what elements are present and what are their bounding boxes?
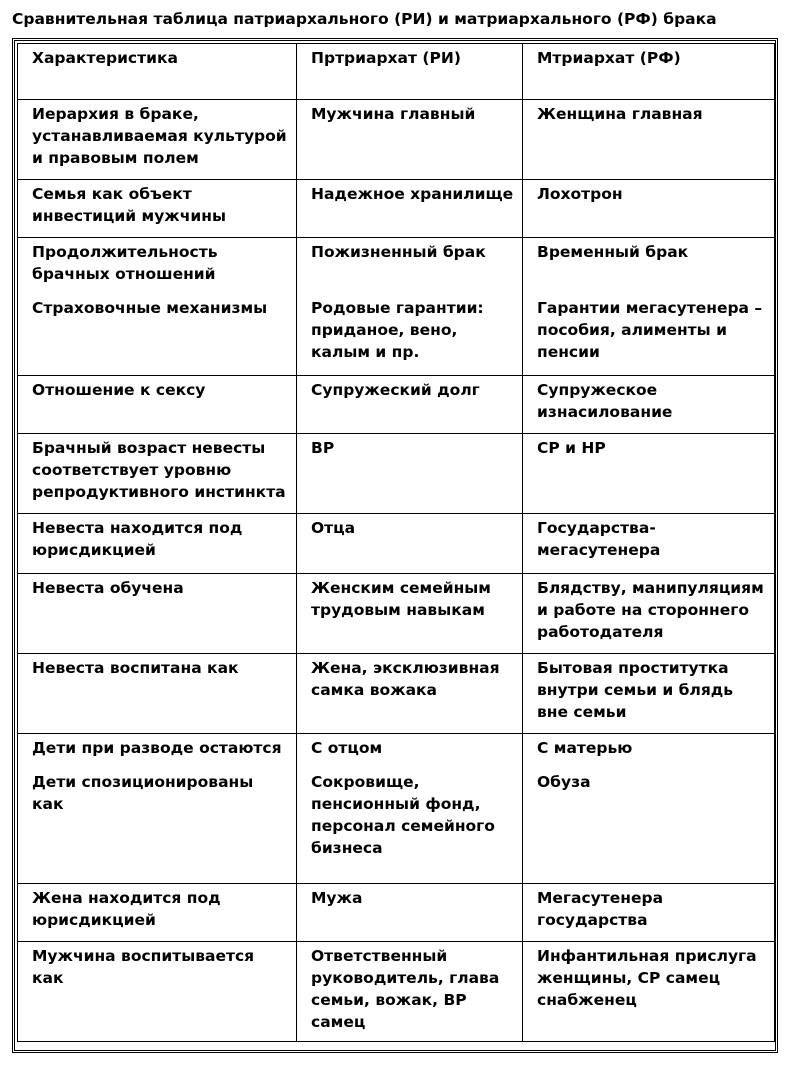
cell-text: Ответственный руководитель, глава семьи, вожак, ВР самец xyxy=(311,947,500,1031)
table-row xyxy=(18,100,775,180)
cell-characteristic xyxy=(18,514,297,574)
cell-patriarchy xyxy=(297,180,523,238)
cell-text: Брачный возраст невесты соответствует уровню репродуктивного инстинкта xyxy=(32,439,286,501)
cell-text: Временный брак xyxy=(537,243,689,261)
cell-text: Женщина главная xyxy=(537,105,703,123)
cell-patriarchy xyxy=(297,238,523,376)
cell-characteristic xyxy=(18,654,297,734)
cell-matriarchy xyxy=(523,654,775,734)
cell-text: С отцом xyxy=(311,739,383,757)
header-row xyxy=(18,44,775,100)
cell-text: Сокровище, пенсионный фонд, персонал семейного бизнеса xyxy=(311,773,495,857)
cell-patriarchy xyxy=(297,100,523,180)
cell-text: Мужчина главный xyxy=(311,105,476,123)
comparison-table xyxy=(17,43,775,1042)
cell-matriarchy xyxy=(523,100,775,180)
cell-text: Семья как объект инвестиций мужчины xyxy=(32,185,226,225)
table-row xyxy=(18,574,775,654)
cell-characteristic xyxy=(18,180,297,238)
cell-patriarchy xyxy=(297,942,523,1042)
cell-text: Невеста воспитана как xyxy=(32,659,239,677)
cell-text: Мужа xyxy=(311,889,363,907)
cell-matriarchy xyxy=(523,434,775,514)
cell-text: Инфантильная прислуга женщины, СР самец снабженец xyxy=(537,947,757,1009)
cell-text: Лохотрон xyxy=(537,185,623,203)
header-cell-patriarchy: Пртриархат (РИ) xyxy=(297,44,523,100)
cell-characteristic xyxy=(18,884,297,942)
table-row xyxy=(18,434,775,514)
cell-patriarchy xyxy=(297,514,523,574)
cell-text: Жена, эксклюзивная самка вожака xyxy=(311,659,500,699)
cell-text: Гарантии мегасутенера – пособия, алименты и пенсии xyxy=(537,299,763,361)
cell-characteristic xyxy=(18,238,297,376)
cell-text: Дети спозиционированы как xyxy=(32,773,254,813)
cell-text: Блядству, манипуляциям и работе на стороннего работодателя xyxy=(537,579,764,641)
cell-text: Страховочные механизмы xyxy=(32,299,268,317)
cell-matriarchy xyxy=(523,514,775,574)
cell-text: Пожизненный брак xyxy=(311,243,486,261)
cell-characteristic xyxy=(18,434,297,514)
cell-text: Родовые гарантии: приданое, вено, калым и пр. xyxy=(311,299,484,361)
table-row xyxy=(18,514,775,574)
document-title: Сравнительная таблица патриархального (РИ) и матриархального (РФ) брака xyxy=(12,10,717,28)
cell-text: Супружеское изнасилование xyxy=(537,381,673,421)
cell-matriarchy xyxy=(523,180,775,238)
table-row xyxy=(18,376,775,434)
table-row xyxy=(18,942,775,1042)
cell-matriarchy xyxy=(523,884,775,942)
cell-characteristic xyxy=(18,376,297,434)
cell-text: Супружеский долг xyxy=(311,381,480,399)
cell-patriarchy xyxy=(297,434,523,514)
cell-text: С матерью xyxy=(537,739,633,757)
cell-text: Невеста находится под юрисдикцией xyxy=(32,519,243,559)
table-row xyxy=(18,654,775,734)
table-row xyxy=(18,238,775,376)
table-row xyxy=(18,734,775,884)
cell-text: Мегасутенера государства xyxy=(537,889,664,929)
cell-text: Отношение к сексу xyxy=(32,381,206,399)
cell-text: ВР xyxy=(311,439,335,457)
cell-patriarchy xyxy=(297,734,523,884)
cell-patriarchy xyxy=(297,574,523,654)
header-cell-matriarchy: Мтриархат (РФ) xyxy=(523,44,775,100)
cell-characteristic xyxy=(18,574,297,654)
cell-matriarchy xyxy=(523,376,775,434)
table-row xyxy=(18,180,775,238)
cell-text: Надежное хранилище xyxy=(311,185,514,203)
cell-patriarchy xyxy=(297,376,523,434)
cell-text: Дети при разводе остаются xyxy=(32,739,282,757)
cell-text: Государства-мегасутенера xyxy=(537,519,661,559)
cell-characteristic xyxy=(18,942,297,1042)
cell-characteristic xyxy=(18,734,297,884)
cell-matriarchy xyxy=(523,238,775,376)
cell-text: Женским семейным трудовым навыкам xyxy=(311,579,491,619)
cell-matriarchy xyxy=(523,734,775,884)
cell-text: Обуза xyxy=(537,773,591,791)
cell-matriarchy xyxy=(523,942,775,1042)
cell-text: Невеста обучена xyxy=(32,579,184,597)
cell-text: Жена находится под юрисдикцией xyxy=(32,889,221,929)
cell-patriarchy xyxy=(297,654,523,734)
cell-text: Иерархия в браке, устанавливаемая культурой и правовым полем xyxy=(32,105,287,167)
cell-text: Бытовая проститутка внутри семьи и блядь вне семьи xyxy=(537,659,734,721)
table-row xyxy=(18,884,775,942)
cell-characteristic xyxy=(18,100,297,180)
header-cell-characteristic: Характеристика xyxy=(18,44,297,100)
cell-text: Продолжительность брачных отношений xyxy=(32,243,218,283)
cell-text: Отца xyxy=(311,519,356,537)
cell-patriarchy xyxy=(297,884,523,942)
cell-text: СР и НР xyxy=(537,439,606,457)
cell-text: Мужчина воспитывается как xyxy=(32,947,255,987)
cell-matriarchy xyxy=(523,574,775,654)
